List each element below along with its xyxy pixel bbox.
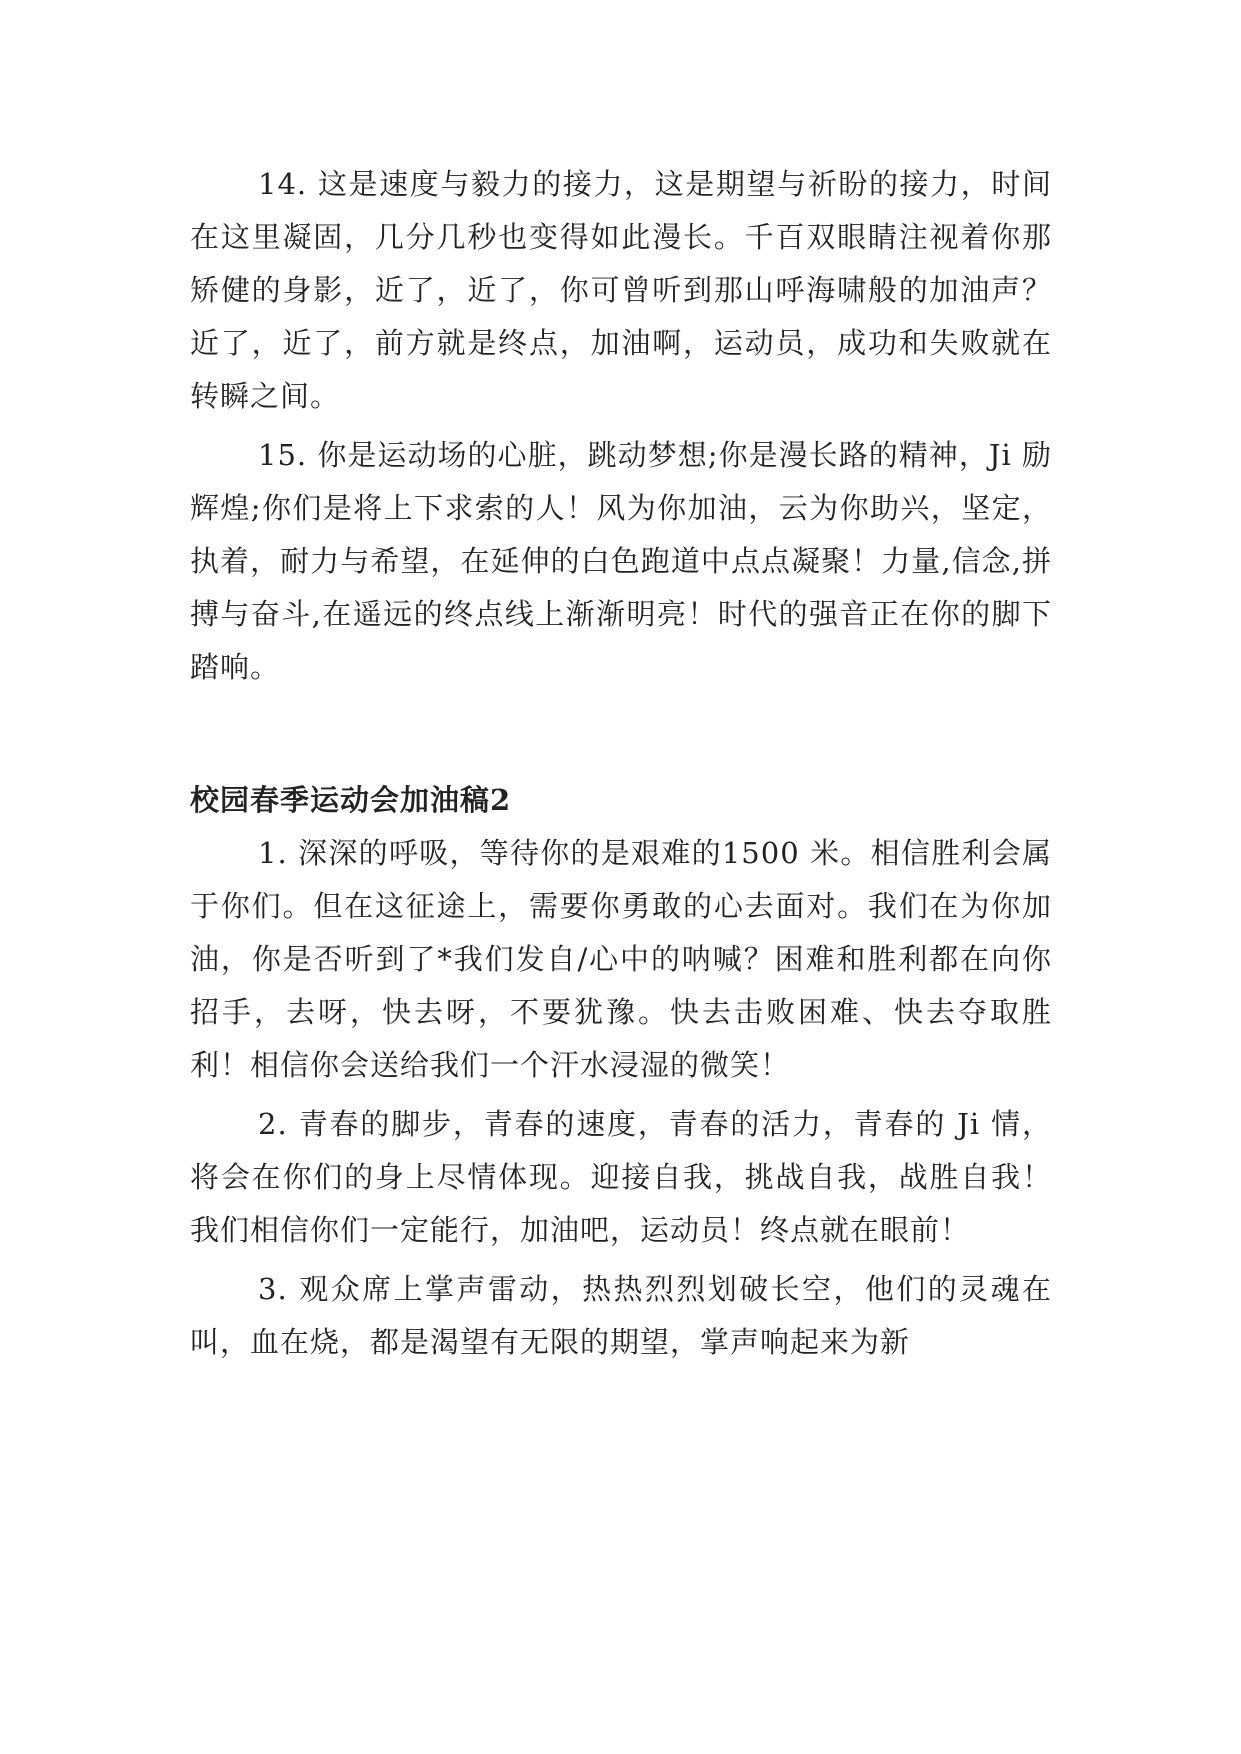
paragraph-3: 3. 观众席上掌声雷动，热热烈烈划破长空，他们的灵魂在叫，血在烧，都是渴望有无限的期望，掌声响起来为新 xyxy=(190,1272,1052,1359)
paragraph-1: 1. 深深的呼吸，等待你的是艰难的1500 米。相信胜利会属于你们。但在这征途上，需要你勇敢的心去面对。我们在为你加油，你是否听到了*我们发自/心中的呐喊？困难和胜利都在向你招手，去呀，快去呀，不要犹豫。快去击败困难、快去夺取胜利！相信你会送给我们一个汗水浸湿的微笑！ xyxy=(190,836,1052,1082)
paragraph-15: 15. 你是运动场的心脏，跳动梦想;你是漫长路的精神，Ji 励辉煌;你们是将上下求索的人！风为你加油，云为你助兴，坚定，执着，耐力与希望，在延伸的白色跑道中点点凝聚！力量,信念,拼搏与奋斗,在遥远的终点线上渐渐明亮！时代的强音正在你的脚下踏响。 xyxy=(190,438,1052,684)
section-gap xyxy=(190,694,1052,774)
document-body xyxy=(190,158,1052,1369)
paragraph-14: 14. 这是速度与毅力的接力，这是期望与祈盼的接力，时间在这里凝固，几分几秒也变得如此漫长。千百双眼睛注视着你那矫健的身影，近了，近了，你可曾听到那山呼海啸般的加油声？近了，近了，前方就是终点，加油啊，运动员，成功和失败就在转瞬之间。 xyxy=(190,167,1052,413)
paragraph-2: 2. 青春的脚步，青春的速度，青春的活力，青春的 Ji 情，将会在你们的身上尽情体现。迎接自我，挑战自我，战胜自我！我们相信你们一定能行，加油吧，运动员！终点就在眼前！ xyxy=(190,1107,1052,1247)
section-heading: 校园春季运动会加油稿2 xyxy=(190,783,512,817)
